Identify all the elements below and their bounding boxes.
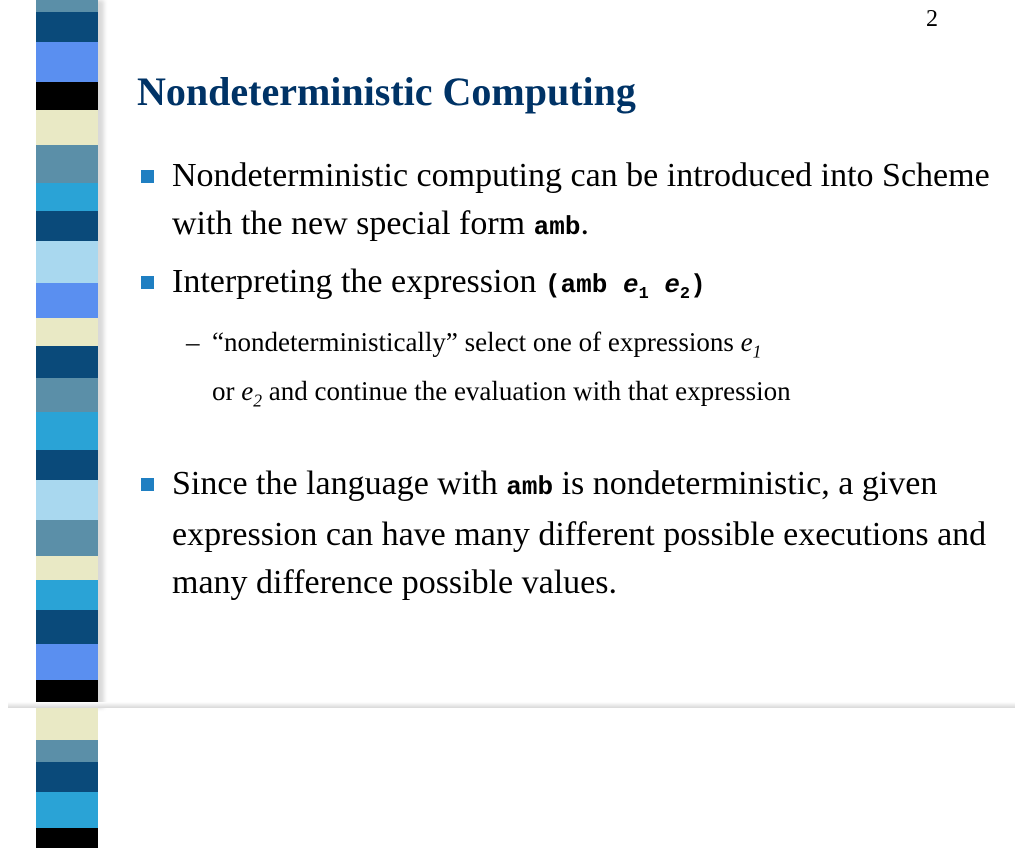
bullet-item [172, 460, 1002, 607]
stripe-block [36, 318, 98, 346]
slide-title: Nondeterministic Computing [137, 69, 636, 114]
stripe-block [36, 0, 98, 12]
stripe-block [36, 42, 98, 82]
stripe-block [36, 450, 98, 480]
bullet-text: Since the language with [172, 465, 507, 502]
stripe-block [36, 610, 98, 644]
stripe-block [36, 520, 98, 556]
code-amb: amb [506, 472, 554, 502]
bullet-text: Interpreting the expression [172, 263, 545, 300]
stripe-block [36, 82, 98, 110]
stripe-block [36, 12, 98, 42]
page-number: 2 [926, 6, 938, 32]
square-bullet-icon [141, 170, 154, 183]
bullet-item [172, 258, 1002, 319]
stripe-block [36, 378, 98, 412]
code-amb: amb [533, 212, 581, 242]
stripe-block [36, 828, 98, 848]
stripe-block [36, 346, 98, 378]
bullet-item [172, 152, 1002, 251]
bullet-text-end: . [580, 205, 589, 242]
stripe-block [36, 183, 98, 211]
dash-marker: – [186, 327, 200, 357]
stripe-block [36, 110, 98, 145]
square-bullet-icon [141, 276, 154, 289]
code-expression: (amb $e_1$ $e_2$) [544, 270, 706, 305]
stripe-block [36, 480, 98, 520]
stripe-block [36, 680, 98, 706]
bullet-text: Nondeterministic computing can be introduced into Scheme with the new special form [172, 157, 990, 242]
square-bullet-icon [141, 478, 154, 491]
stripe-block [36, 211, 98, 241]
stripe-block [36, 580, 98, 610]
stripe-block [36, 283, 98, 318]
sub-bullet-item: – “nondeterministically” select one of expressions $e_1$ or $e_2$ and continue the evaluation with that expression [212, 322, 972, 421]
stripe-block [36, 740, 98, 762]
stripe-block [36, 556, 98, 580]
bullet-text-end: is nondeterministic, a given expression can have many different possible executions and many difference possible values. [172, 465, 987, 601]
stripe-block [36, 145, 98, 183]
stripe-block [36, 792, 98, 828]
stripe-block [36, 412, 98, 450]
stripe-block [36, 706, 98, 740]
stripe-block [36, 762, 98, 792]
stripe-block [36, 241, 98, 283]
stripe-block [36, 644, 98, 680]
decorative-stripe [36, 0, 98, 708]
